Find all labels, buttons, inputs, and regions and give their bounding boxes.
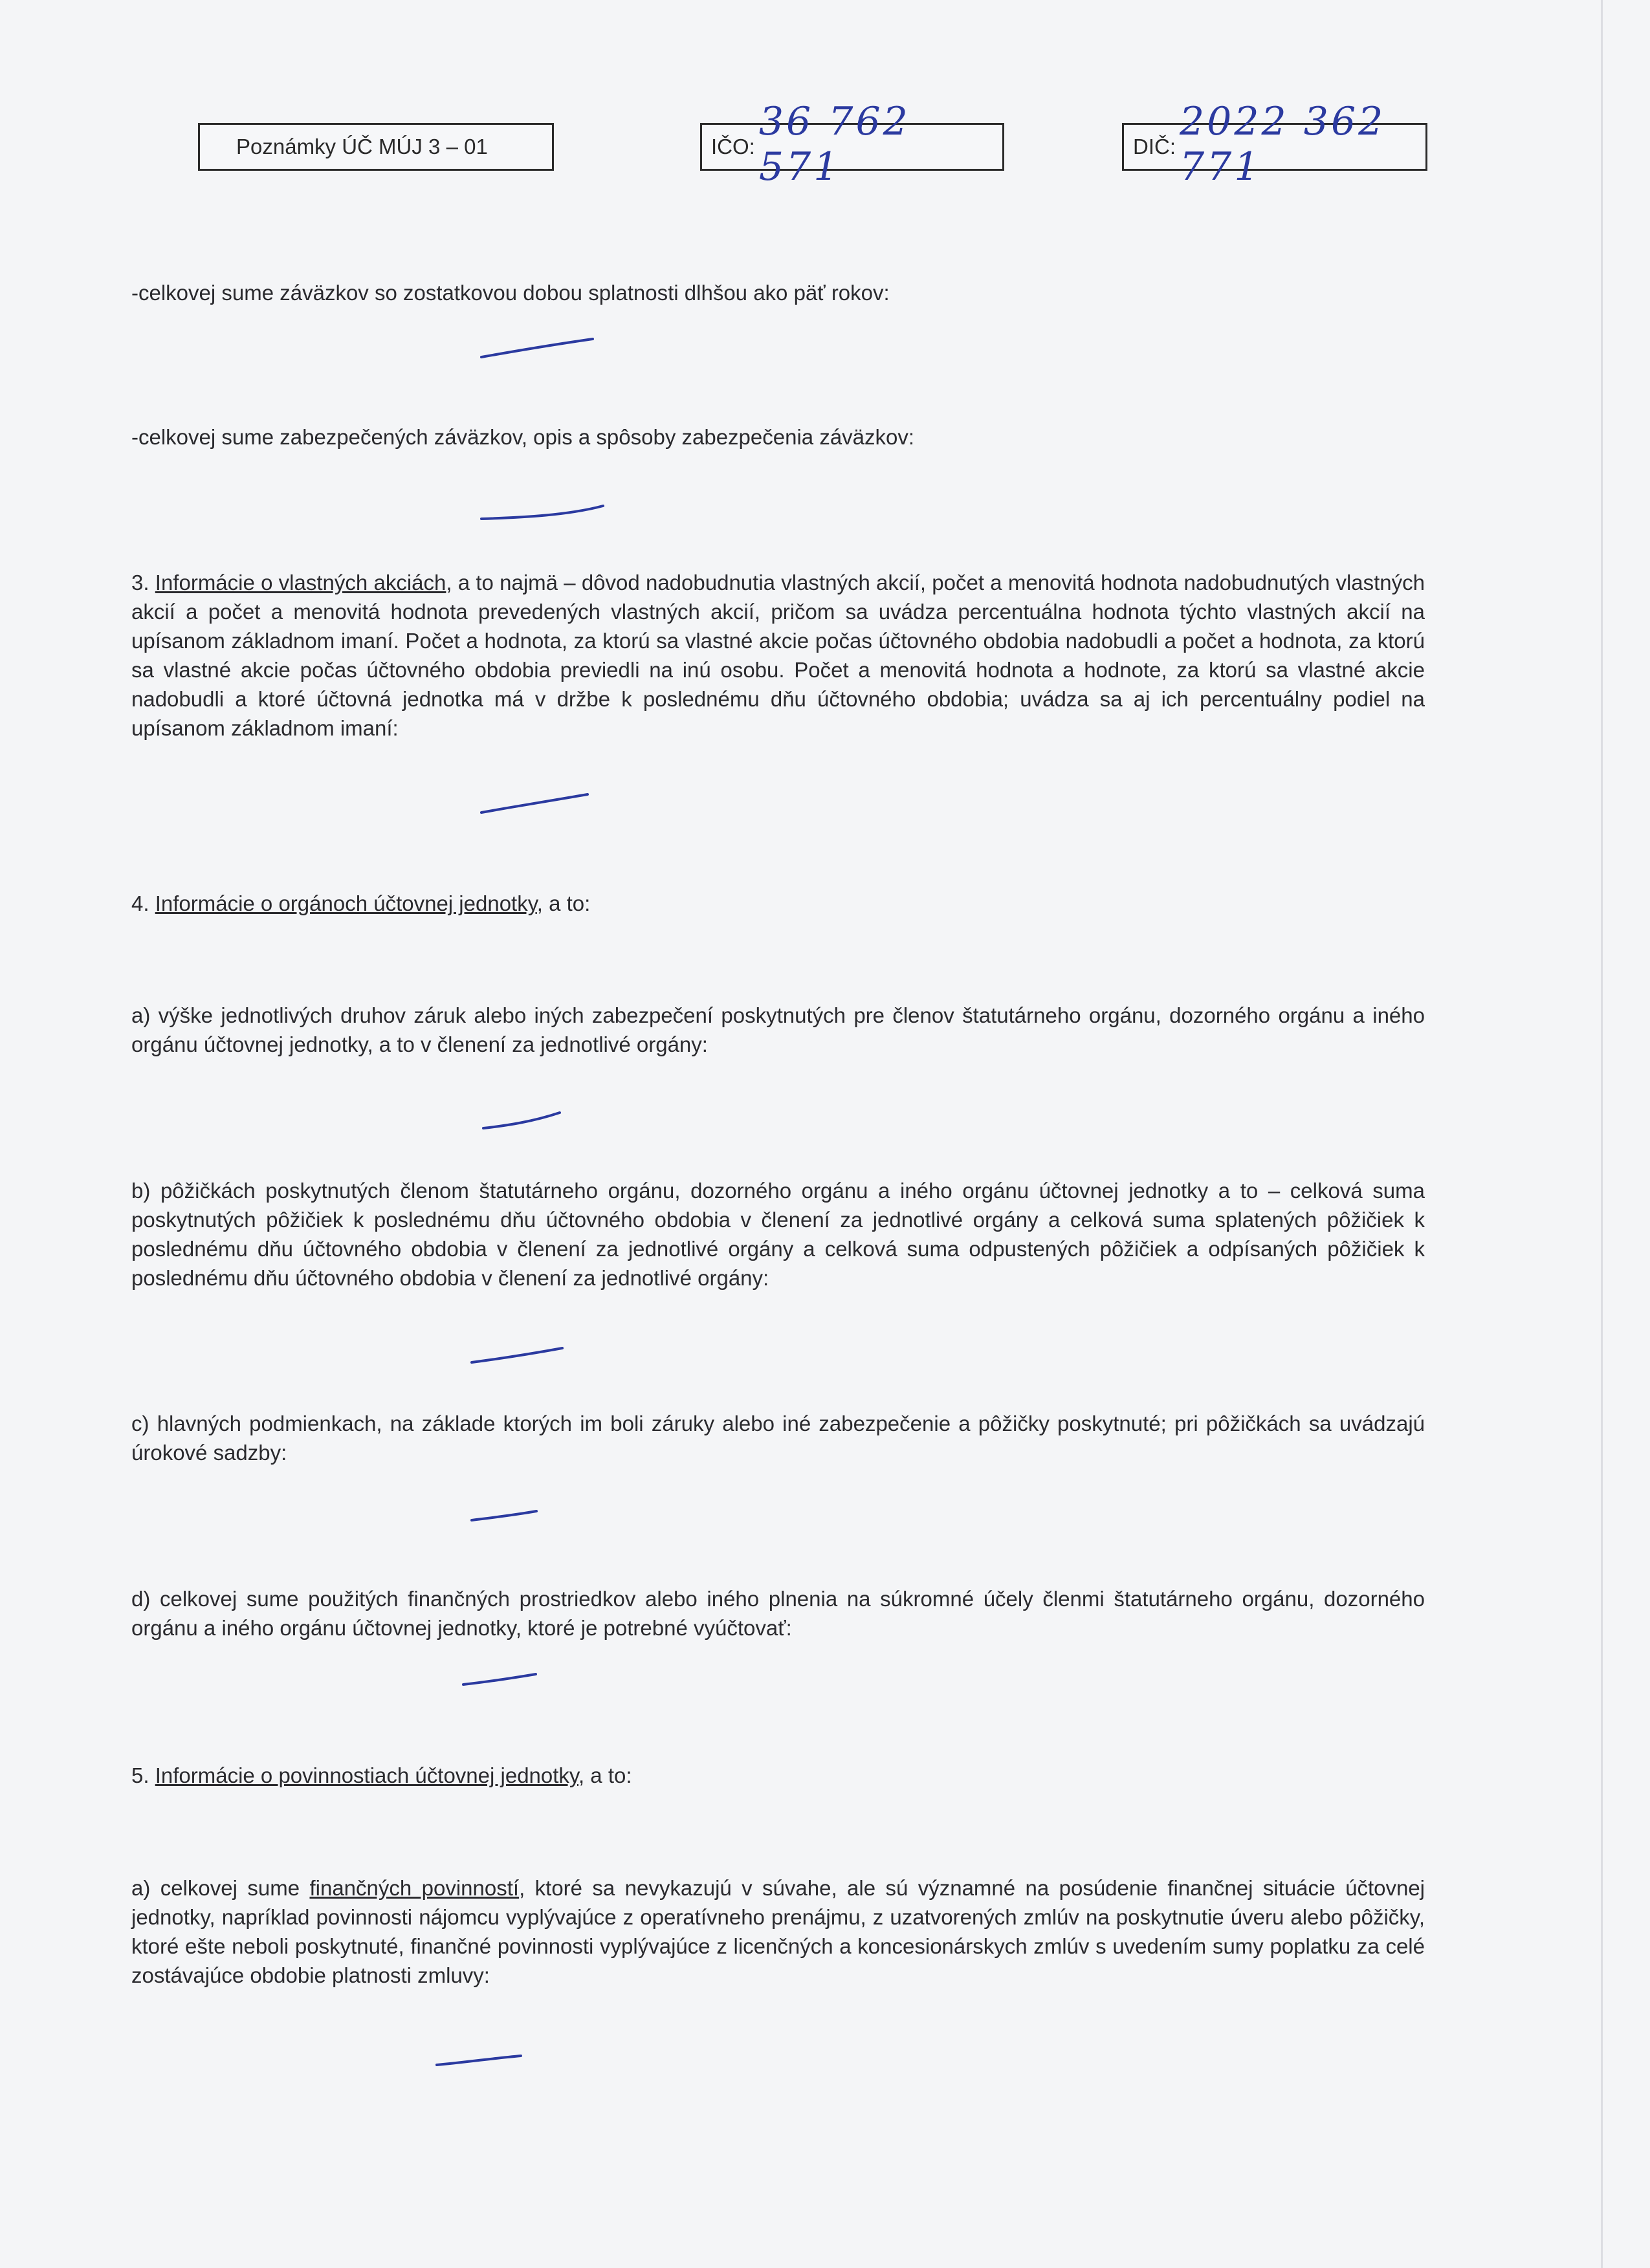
section-4-title: Informácie o orgánoch účtovnej jednotky — [155, 891, 537, 915]
ico-handwritten-value: 36 762 571 — [758, 99, 910, 190]
long-term-liabilities-text: -celkovej sume záväzkov so zostatkovou dobou splatnosti dlhšou ako päť rokov: — [131, 281, 890, 305]
section-5a-prefix: a) celkovej sume — [131, 1876, 310, 1900]
form-title: Poznámky ÚČ MÚJ 3 – 01 — [236, 135, 488, 158]
ico-label: IČO: — [711, 135, 755, 158]
handwritten-dash — [479, 791, 595, 816]
handwritten-dash — [469, 1344, 566, 1366]
section-3-number: 3. — [131, 571, 149, 594]
dic-handwritten-value: 2022 362 771 — [1180, 99, 1386, 190]
section-5-title: Informácie o povinnostiach účtovnej jednotky — [155, 1763, 578, 1787]
secured-liabilities-text: -celkovej sume zabezpečených záväzkov, opis a spôsoby zabezpečenia záväzkov: — [131, 425, 915, 449]
section-4-heading — [131, 889, 1425, 918]
handwritten-dash — [469, 1507, 540, 1524]
financial-obligations-term: finančných povinností — [309, 1876, 520, 1900]
handwritten-dash — [479, 503, 608, 523]
page-edge — [1601, 0, 1603, 2268]
section-4d-text: d) celkovej sume použitých finančných prostriedkov alebo iného plnenia na súkromné účely členmi štatutárneho orgánu, dozorného orgánu a iného orgánu účtovnej jednotky, ktoré je potrebné vyúčtovať: — [131, 1587, 1425, 1640]
section-5a-text — [131, 1873, 1425, 1990]
handwritten-dash — [434, 2052, 525, 2069]
section-5a-body: , ktoré sa nevykazujú v súvahe, ale sú významné na posúdenie finančnej situácie účtovnej jednotky, napríklad povinnosti nájomcu vyplývajúce z operatívneho prenájmu, z uzatvorených zmlúv na poskytnutie úveru alebo pôžičky, ktoré ešte neboli poskytnuté, finančné povinnosti vyplývajúce z licenčných a koncesionárskych zmlúv s uvedením sumy poplatku za celé zostávajúce obdobie platnosti zmluvy: — [131, 1876, 1425, 1987]
section-3-body: , a to najmä – dôvod nadobudnutia vlastných akcií, počet a menovitá hodnota nadobudnutých vlastných akcií a počet a menovitá hodnota prevedených vlastných akcií, pričom sa uvádza percentuálna hodnota týchto vlastných akcií na upísanom základnom imaní. Počet a hodnota, za ktorú sa vlastné akcie počas účtovného obdobia nadobudli a počet a hodnota, za ktorú sa vlastné akcie počas účtovného obdobia previedli na inú osobu. Počet a menovitá hodnota a hodnote, za ktorú sa vlastné akcie nadobudli a ktoré účtovná jednotka má v držbe k poslednému dňu účtovného obdobia; uvádza sa aj ich percentuálny podiel na upísanom základnom imaní: — [131, 571, 1425, 740]
dic-label: DIČ: — [1133, 135, 1176, 158]
section-5-heading — [131, 1761, 1425, 1790]
section-4-number: 4. — [131, 891, 149, 915]
handwritten-dash — [479, 335, 602, 361]
section-3-title: Informácie o vlastných akciách — [155, 571, 446, 594]
section-4b-text: b) pôžičkách poskytnutých členom štatutárneho orgánu, dozorného orgánu a iného orgánu účtovnej jednotky a to – celková suma poskytnutých pôžičiek k poslednému dňu účtovného obdobia v členení za jednotlivé orgány a celková suma splatených pôžičiek k poslednému dňu účtovného obdobia v členení za jednotlivé orgány a celková suma odpustených pôžičiek a odpísaných pôžičiek k poslednému dňu účtovného obdobia v členení za jednotlivé orgány: — [131, 1179, 1425, 1290]
form-title-box — [198, 123, 554, 171]
section-4a-text: a) výške jednotlivých druhov záruk alebo iných zabezpečení poskytnutých pre členov štatutárneho orgánu, dozorného orgánu a iného orgánu účtovnej jednotky, a to v členení za jednotlivé orgány: — [131, 1003, 1425, 1056]
section-4-suffix: , a to: — [536, 891, 591, 915]
section-4c-text: c) hlavných podmienkach, na základe ktorých im boli záruky alebo iné zabezpečenie a pôžičky poskytnuté; pri pôžičkách sa uvádzajú úrokové sadzby: — [131, 1412, 1425, 1465]
handwritten-dash — [481, 1109, 565, 1132]
section-3-text — [131, 568, 1425, 743]
dic-box — [1122, 99, 1427, 190]
handwritten-dash — [461, 1672, 538, 1687]
ico-box — [700, 99, 1004, 190]
section-5-number: 5. — [131, 1763, 149, 1787]
section-5-suffix: , a to: — [578, 1763, 632, 1787]
